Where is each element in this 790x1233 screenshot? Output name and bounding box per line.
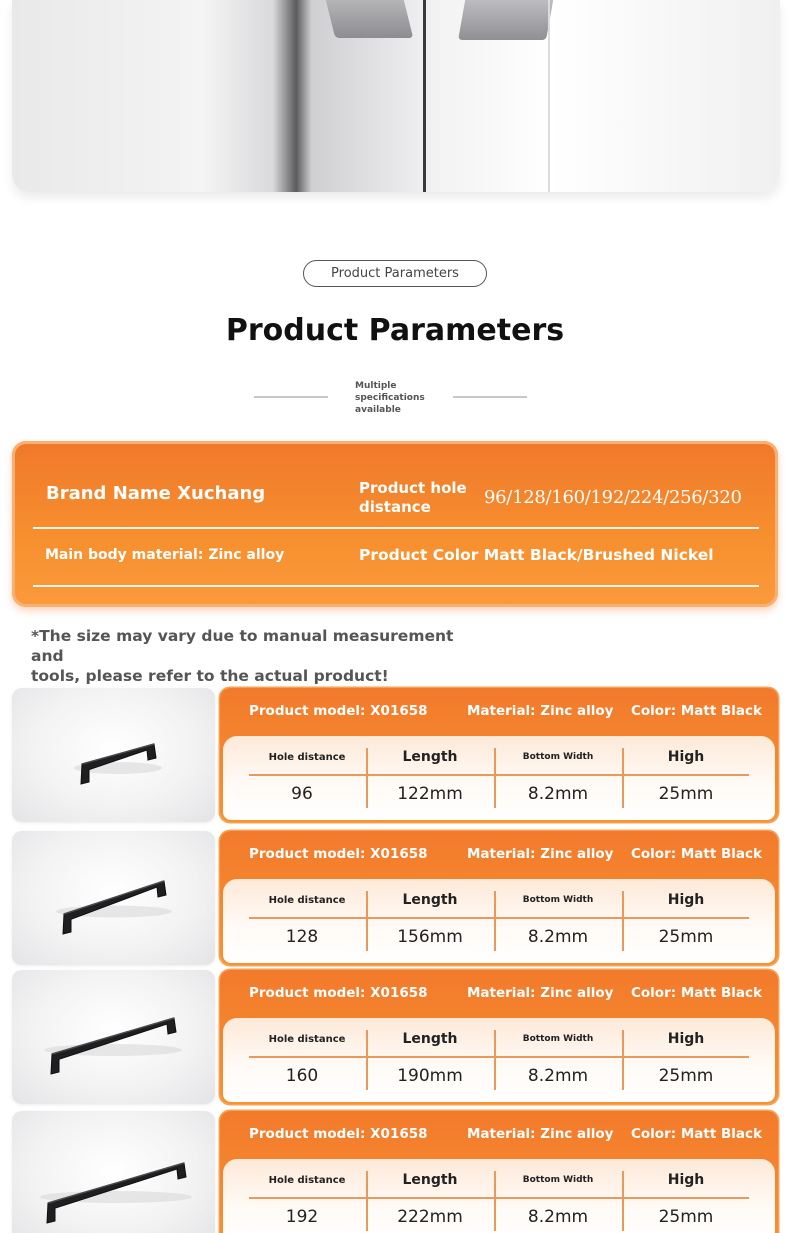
pull-handle-image [12,831,215,965]
header-bottom-width: Bottom Width [522,895,594,905]
product-color-label: Color: Matt Black [631,1126,762,1142]
value-high: 25mm [658,784,714,804]
value-bottom-width: 8.2mm [527,927,589,947]
header-bottom-width: Bottom Width [522,1034,594,1044]
door-edge [548,0,550,192]
value-length: 190mm [397,1066,463,1086]
header-hole-distance: Hole distance [268,895,346,906]
note-line-2: tools, please refer to the actual product! [31,667,389,685]
spec-card [220,688,778,822]
subtitle-line-2: specifications [355,393,425,403]
value-hole-distance: 192 [285,1207,319,1227]
hole-distance-values: 96/128/160/192/224/256/320 [484,487,742,508]
hole-distance-label-line-2: distance [359,498,431,516]
product-model: Product model: X01658 [249,703,428,719]
header-length: Length [402,892,458,908]
note-line-1: *The size may vary due to manual measurement and [31,627,454,665]
cabinet-handle-left [325,0,413,38]
subtitle-line-3: available [355,405,401,415]
handle-photo [12,831,215,965]
section-pill: Product Parameters [303,260,487,287]
value-high: 25mm [658,1207,714,1227]
hole-distance-label [359,479,467,517]
spec-card [220,970,778,1104]
header-hole-distance: Hole distance [268,1175,346,1186]
product-material: Material: Zinc alloy [467,703,614,719]
spec-card [220,831,778,965]
value-hole-distance: 96 [291,784,313,804]
table-rule [249,917,749,919]
value-bottom-width: 8.2mm [527,1207,589,1227]
product-material: Material: Zinc alloy [467,846,614,862]
subtitle-line-1: Multiple [355,381,397,391]
product-model: Product model: X01658 [249,846,428,862]
product-row [12,1111,780,1233]
value-high: 25mm [658,1066,714,1086]
parameters-card [12,441,778,607]
value-length: 122mm [397,784,463,804]
header-length: Length [402,1031,458,1047]
body-material: Main body material: Zinc alloy [45,547,285,563]
header-high: High [667,1031,705,1047]
subtitle [355,380,445,416]
product-color-label: Color: Matt Black [631,846,762,862]
table-rule [249,1197,749,1199]
table-rule [249,1056,749,1058]
measurement-note [31,626,491,686]
pull-handle-image [12,688,215,822]
product-material: Material: Zinc alloy [467,985,614,1001]
door-gap [423,0,426,192]
product-color-label: Color: Matt Black [631,985,762,1001]
params-rule-1 [33,527,759,529]
value-bottom-width: 8.2mm [527,784,589,804]
handle-photo [12,1111,215,1233]
header-length: Length [402,749,458,765]
divider-right [453,396,527,398]
params-rule-2 [33,585,759,587]
header-hole-distance: Hole distance [268,752,346,763]
header-length: Length [402,1172,458,1188]
hero-cabinet-photo [12,0,780,192]
product-model: Product model: X01658 [249,1126,428,1142]
product-color-label: Color: Matt Black [631,703,762,719]
value-length: 222mm [397,1207,463,1227]
header-high: High [667,892,705,908]
value-hole-distance: 128 [285,927,319,947]
product-row [12,970,780,1104]
brand-name: Brand Name Xuchang [46,483,266,504]
divider-left [254,396,328,398]
spec-table [223,1018,775,1102]
product-model: Product model: X01658 [249,985,428,1001]
pull-handle-image [12,1111,215,1233]
cabinet-handle-right [458,0,554,40]
value-length: 156mm [397,927,463,947]
header-bottom-width: Bottom Width [522,752,594,762]
hole-distance-label-line-1: Product hole [359,479,467,497]
product-row [12,831,780,965]
spec-card [220,1111,778,1233]
header-high: High [667,1172,705,1188]
table-rule [249,774,749,776]
product-row [12,688,780,822]
pull-handle-image [12,970,215,1104]
header-hole-distance: Hole distance [268,1034,346,1045]
spec-table [223,736,775,820]
spec-table [223,879,775,963]
header-bottom-width: Bottom Width [522,1175,594,1185]
header-high: High [667,749,705,765]
handle-photo [12,688,215,822]
product-color: Product Color Matt Black/Brushed Nickel [359,546,714,564]
value-bottom-width: 8.2mm [527,1066,589,1086]
value-hole-distance: 160 [285,1066,319,1086]
spec-table [223,1159,775,1233]
value-high: 25mm [658,927,714,947]
handle-photo [12,970,215,1104]
product-material: Material: Zinc alloy [467,1126,614,1142]
page-title: Product Parameters [225,313,565,348]
